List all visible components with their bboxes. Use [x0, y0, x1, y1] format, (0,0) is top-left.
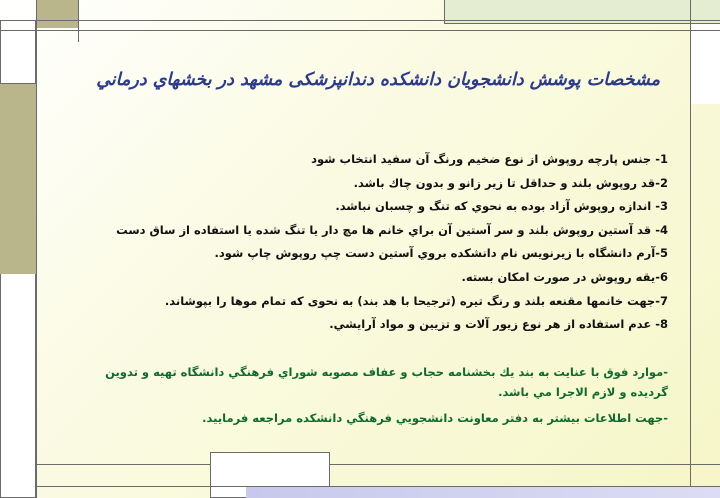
frame-block-left-bottom: [0, 274, 36, 498]
slide-title: مشخصات پوشش دانشجويان دانشكده دندانپزشكی مشهد در بخشهاي درماني: [96, 70, 660, 90]
rule-item: 3- اندازه روپوش آزاد بوده به نحوي كه تنگ و چسبان نباشد.: [335, 199, 668, 214]
frame-block-right: [690, 24, 720, 104]
frame-line-bottom-1: [36, 464, 720, 465]
rule-item: 2-قد روپوش بلند و حداقل تا زير زانو و بدون چاك باشد.: [353, 175, 668, 190]
rule-item: 7-جهت خانمها مقنعه بلند و رنگ تيره (ترجيحا با هد بند) به نحوی كه تمام موها را بپوشاند.: [164, 293, 668, 308]
rule-item: 1- جنس پارچه روپوش از نوع ضخيم ورنگ آن سفيد انتخاب شود: [311, 152, 668, 166]
rule-item: 8- عدم استفاده از هر نوع زيور آلات و تزيين و مواد آرايشي.: [329, 317, 668, 332]
frame-line-left-inner: [78, 0, 79, 42]
dress-code-rules: [116, 148, 668, 337]
frame-line-left: [36, 0, 37, 498]
note-item: -موارد فوق با عنايت به بند يك بخشنامه حجاب و عفاف مصوبه شوراي فرهنگي دانشگاه تهيه و تدوين گرديده و لازم الاجرا مي باشد.: [105, 365, 668, 399]
note-item: -جهت اطلاعات بيشتر به دفتر معاونت دانشجويي فرهنگي دانشكده مراجعه فرماييد.: [202, 411, 668, 425]
footnotes: [80, 362, 668, 434]
rule-item: 4- قد آستين روپوش بلند و سر آستين آن براي خانم ها مچ دار يا تنگ شده يا استفاده از ساق دست: [116, 222, 668, 237]
frame-block-bottom-lavender: [246, 486, 720, 498]
frame-line-right: [690, 0, 691, 498]
frame-line-top-1: [0, 20, 720, 21]
frame-line-top-2: [0, 30, 720, 31]
frame-block-top-olive: [36, 0, 78, 28]
frame-line-bottom-2: [36, 486, 720, 487]
frame-block-left-olive: [0, 84, 36, 274]
rule-item: 6-يقه روپوش در صورت امكان بسته.: [461, 269, 668, 284]
rule-item: 5-آرم دانشگاه با زيرنويس نام دانشكده بروي آستين دست چپ روپوش چاپ شود.: [214, 246, 668, 261]
